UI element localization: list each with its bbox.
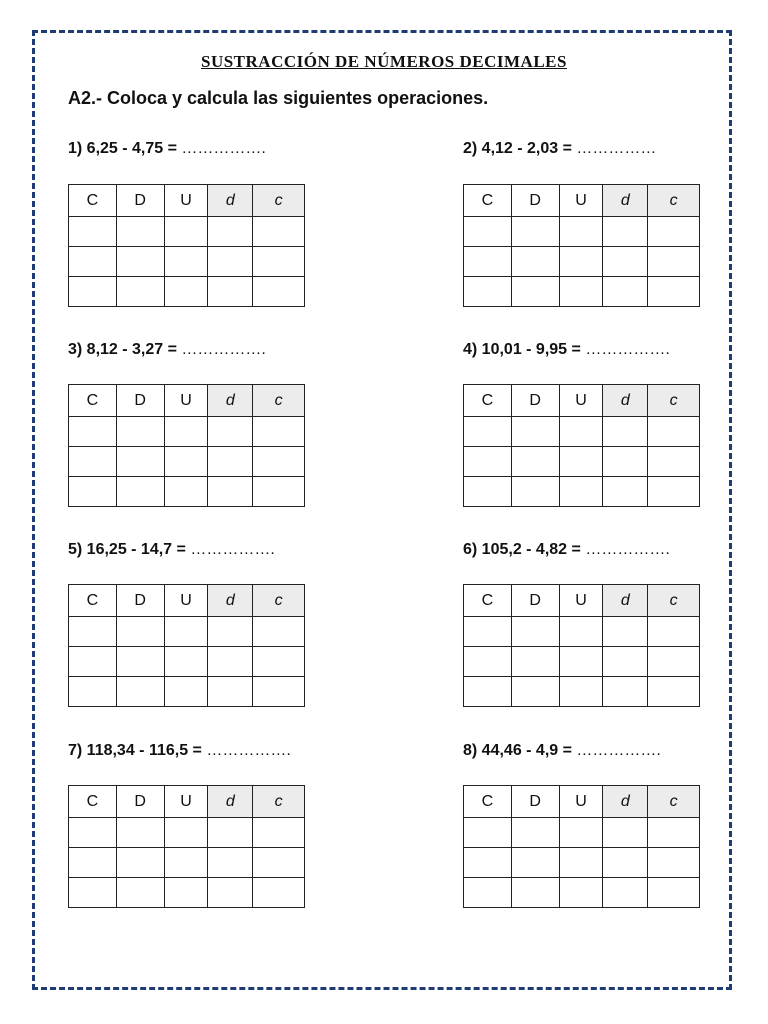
operation-label: 4) 10,01 - 9,95 = <box>463 341 581 358</box>
grid-row <box>69 818 305 848</box>
grid-cell <box>69 217 117 247</box>
grid-cell <box>253 848 305 878</box>
answer-blank: ……………. <box>576 742 661 759</box>
grid-row <box>464 477 700 507</box>
grid-header-cell: d <box>603 385 648 417</box>
grid-header-cell: D <box>511 786 559 818</box>
grid-cell <box>511 878 559 908</box>
grid-cell <box>511 677 559 707</box>
grid-cell <box>164 878 208 908</box>
grid-row <box>69 277 305 307</box>
grid-cell <box>511 818 559 848</box>
grid-cell <box>116 848 164 878</box>
grid-cell <box>208 617 253 647</box>
grid-cell <box>511 217 559 247</box>
grid-header-cell: D <box>511 185 559 217</box>
grid-cell <box>511 447 559 477</box>
grid-header-cell: C <box>464 585 512 617</box>
grid-row <box>464 818 700 848</box>
grid-cell <box>464 647 512 677</box>
grid-cell <box>116 277 164 307</box>
grid-cell <box>164 617 208 647</box>
grid-row <box>464 677 700 707</box>
operation-8 <box>463 742 661 760</box>
operation-label: 8) 44,46 - 4,9 = <box>463 742 572 759</box>
grid-cell <box>253 818 305 848</box>
grid-cell <box>648 677 700 707</box>
grid-cell <box>648 447 700 477</box>
grid-cell <box>208 848 253 878</box>
grid-row <box>69 447 305 477</box>
grid-cell <box>253 417 305 447</box>
grid-cell <box>603 447 648 477</box>
grid-cell <box>253 647 305 677</box>
grid-header-cell: d <box>208 385 253 417</box>
grid-row <box>464 848 700 878</box>
grid-header-cell: D <box>116 786 164 818</box>
operation-label: 6) 105,2 - 4,82 = <box>463 541 581 558</box>
grid-cell <box>464 247 512 277</box>
grid-header-row <box>69 185 305 217</box>
grid-cell <box>116 247 164 277</box>
grid-cell <box>603 818 648 848</box>
grid-header-cell: C <box>464 786 512 818</box>
grid-cell <box>559 878 603 908</box>
grid-header-cell: U <box>559 185 603 217</box>
grid-header-cell: D <box>116 385 164 417</box>
grid-cell <box>603 677 648 707</box>
operation-2 <box>463 140 656 158</box>
grid-row <box>69 417 305 447</box>
grid-cell <box>208 417 253 447</box>
grid-cell <box>164 217 208 247</box>
place-value-grid-8 <box>463 785 700 908</box>
grid-header-cell: U <box>559 385 603 417</box>
grid-cell <box>511 417 559 447</box>
grid-cell <box>559 647 603 677</box>
grid-header-row <box>464 585 700 617</box>
grid-header-cell: U <box>164 385 208 417</box>
grid-row <box>464 617 700 647</box>
grid-cell <box>464 217 512 247</box>
grid-header-cell: D <box>116 185 164 217</box>
grid-cell <box>69 848 117 878</box>
grid-cell <box>164 818 208 848</box>
grid-cell <box>603 247 648 277</box>
grid-cell <box>464 818 512 848</box>
grid-cell <box>253 217 305 247</box>
grid-cell <box>464 477 512 507</box>
grid-header-cell: c <box>253 385 305 417</box>
grid-header-cell: U <box>164 185 208 217</box>
grid-cell <box>559 617 603 647</box>
grid-row <box>464 247 700 277</box>
grid-header-cell: c <box>253 185 305 217</box>
grid-cell <box>559 217 603 247</box>
grid-header-cell: c <box>253 585 305 617</box>
grid-header-row <box>464 385 700 417</box>
grid-cell <box>164 447 208 477</box>
grid-header-row <box>464 786 700 818</box>
operation-label: 2) 4,12 - 2,03 = <box>463 140 572 157</box>
grid-cell <box>164 477 208 507</box>
grid-header-cell: d <box>208 585 253 617</box>
grid-header-row <box>464 185 700 217</box>
grid-cell <box>164 677 208 707</box>
grid-cell <box>464 677 512 707</box>
grid-cell <box>253 477 305 507</box>
grid-cell <box>116 477 164 507</box>
grid-row <box>464 647 700 677</box>
grid-header-cell: d <box>208 185 253 217</box>
grid-cell <box>511 477 559 507</box>
grid-cell <box>69 247 117 277</box>
grid-cell <box>648 848 700 878</box>
grid-cell <box>603 848 648 878</box>
answer-blank: …………… <box>576 140 657 157</box>
grid-header-cell: U <box>164 585 208 617</box>
grid-cell <box>464 417 512 447</box>
operation-4 <box>463 341 670 359</box>
grid-cell <box>464 447 512 477</box>
grid-header-cell: d <box>603 585 648 617</box>
grid-cell <box>559 447 603 477</box>
grid-cell <box>648 818 700 848</box>
grid-header-cell: c <box>253 786 305 818</box>
grid-cell <box>69 647 117 677</box>
grid-cell <box>164 647 208 677</box>
operation-label: 7) 118,34 - 116,5 = <box>68 742 202 759</box>
grid-cell <box>164 848 208 878</box>
grid-header-cell: C <box>69 786 117 818</box>
grid-row <box>69 878 305 908</box>
grid-cell <box>464 848 512 878</box>
grid-cell <box>69 878 117 908</box>
grid-row <box>69 247 305 277</box>
answer-blank: ……………. <box>181 140 266 157</box>
grid-row <box>464 277 700 307</box>
grid-cell <box>648 878 700 908</box>
grid-cell <box>69 617 117 647</box>
grid-cell <box>208 818 253 848</box>
grid-cell <box>603 277 648 307</box>
grid-cell <box>559 417 603 447</box>
place-value-grid-3 <box>68 384 305 507</box>
grid-cell <box>464 878 512 908</box>
grid-cell <box>116 818 164 848</box>
grid-row <box>464 417 700 447</box>
grid-cell <box>603 647 648 677</box>
operation-3 <box>68 341 266 359</box>
grid-cell <box>559 848 603 878</box>
worksheet-title: SUSTRACCIÓN DE NÚMEROS DECIMALES <box>201 52 567 71</box>
grid-header-row <box>69 786 305 818</box>
answer-blank: ……………. <box>585 341 670 358</box>
grid-cell <box>208 277 253 307</box>
place-value-grid-1 <box>68 184 305 307</box>
answer-blank: ……………. <box>190 541 275 558</box>
place-value-grid-7 <box>68 785 305 908</box>
grid-cell <box>116 417 164 447</box>
grid-row <box>69 677 305 707</box>
grid-cell <box>648 217 700 247</box>
grid-header-cell: D <box>511 585 559 617</box>
grid-cell <box>208 647 253 677</box>
grid-cell <box>559 477 603 507</box>
grid-header-cell: D <box>116 585 164 617</box>
answer-blank: ……………. <box>206 742 291 759</box>
grid-cell <box>208 447 253 477</box>
grid-cell <box>69 417 117 447</box>
grid-header-cell: U <box>559 585 603 617</box>
grid-header-cell: C <box>464 385 512 417</box>
operation-6 <box>463 541 670 559</box>
grid-cell <box>464 277 512 307</box>
grid-cell <box>648 647 700 677</box>
grid-cell <box>116 677 164 707</box>
grid-cell <box>648 277 700 307</box>
place-value-grid-6 <box>463 584 700 707</box>
grid-header-cell: D <box>511 385 559 417</box>
grid-cell <box>648 417 700 447</box>
answer-blank: ……………. <box>181 341 266 358</box>
operation-5 <box>68 541 275 559</box>
grid-cell <box>603 878 648 908</box>
grid-row <box>69 647 305 677</box>
grid-cell <box>116 447 164 477</box>
grid-cell <box>116 647 164 677</box>
grid-cell <box>559 277 603 307</box>
grid-header-cell: C <box>69 185 117 217</box>
operation-1 <box>68 140 266 158</box>
grid-header-cell: d <box>208 786 253 818</box>
grid-header-cell: d <box>603 185 648 217</box>
grid-cell <box>208 217 253 247</box>
place-value-grid-2 <box>463 184 700 307</box>
grid-row <box>464 217 700 247</box>
grid-cell <box>603 417 648 447</box>
grid-cell <box>69 677 117 707</box>
grid-cell <box>116 878 164 908</box>
grid-header-cell: U <box>164 786 208 818</box>
grid-cell <box>464 617 512 647</box>
grid-cell <box>116 617 164 647</box>
grid-cell <box>253 617 305 647</box>
grid-header-cell: c <box>648 786 700 818</box>
grid-cell <box>648 617 700 647</box>
grid-header-cell: d <box>603 786 648 818</box>
grid-header-cell: C <box>69 585 117 617</box>
operation-label: 1) 6,25 - 4,75 = <box>68 140 177 157</box>
grid-header-row <box>69 385 305 417</box>
grid-cell <box>559 677 603 707</box>
grid-cell <box>208 477 253 507</box>
grid-cell <box>603 617 648 647</box>
grid-header-cell: c <box>648 585 700 617</box>
operation-label: 5) 16,25 - 14,7 = <box>68 541 186 558</box>
grid-cell <box>603 217 648 247</box>
grid-header-cell: U <box>559 786 603 818</box>
grid-cell <box>511 277 559 307</box>
instruction-text: A2.- Coloca y calcula las siguientes operaciones. <box>68 88 489 108</box>
grid-cell <box>253 277 305 307</box>
grid-cell <box>559 247 603 277</box>
grid-cell <box>164 247 208 277</box>
grid-cell <box>116 217 164 247</box>
grid-cell <box>69 477 117 507</box>
grid-row <box>464 878 700 908</box>
grid-cell <box>164 417 208 447</box>
grid-cell <box>253 677 305 707</box>
operation-label: 3) 8,12 - 3,27 = <box>68 341 177 358</box>
grid-cell <box>69 818 117 848</box>
grid-row <box>69 848 305 878</box>
grid-row <box>69 217 305 247</box>
grid-row <box>69 477 305 507</box>
grid-cell <box>648 247 700 277</box>
grid-row <box>69 617 305 647</box>
answer-blank: ……………. <box>585 541 670 558</box>
grid-header-cell: C <box>69 385 117 417</box>
grid-header-row <box>69 585 305 617</box>
grid-cell <box>648 477 700 507</box>
grid-cell <box>253 878 305 908</box>
operation-7 <box>68 742 291 760</box>
grid-cell <box>208 878 253 908</box>
grid-cell <box>253 447 305 477</box>
grid-cell <box>511 848 559 878</box>
grid-cell <box>164 277 208 307</box>
grid-cell <box>511 247 559 277</box>
grid-row <box>464 447 700 477</box>
grid-cell <box>511 617 559 647</box>
grid-cell <box>603 477 648 507</box>
place-value-grid-5 <box>68 584 305 707</box>
grid-cell <box>253 247 305 277</box>
grid-header-cell: C <box>464 185 512 217</box>
grid-cell <box>208 247 253 277</box>
grid-cell <box>511 647 559 677</box>
grid-cell <box>69 447 117 477</box>
grid-cell <box>559 818 603 848</box>
grid-header-cell: c <box>648 185 700 217</box>
place-value-grid-4 <box>463 384 700 507</box>
grid-cell <box>69 277 117 307</box>
grid-cell <box>208 677 253 707</box>
grid-header-cell: c <box>648 385 700 417</box>
